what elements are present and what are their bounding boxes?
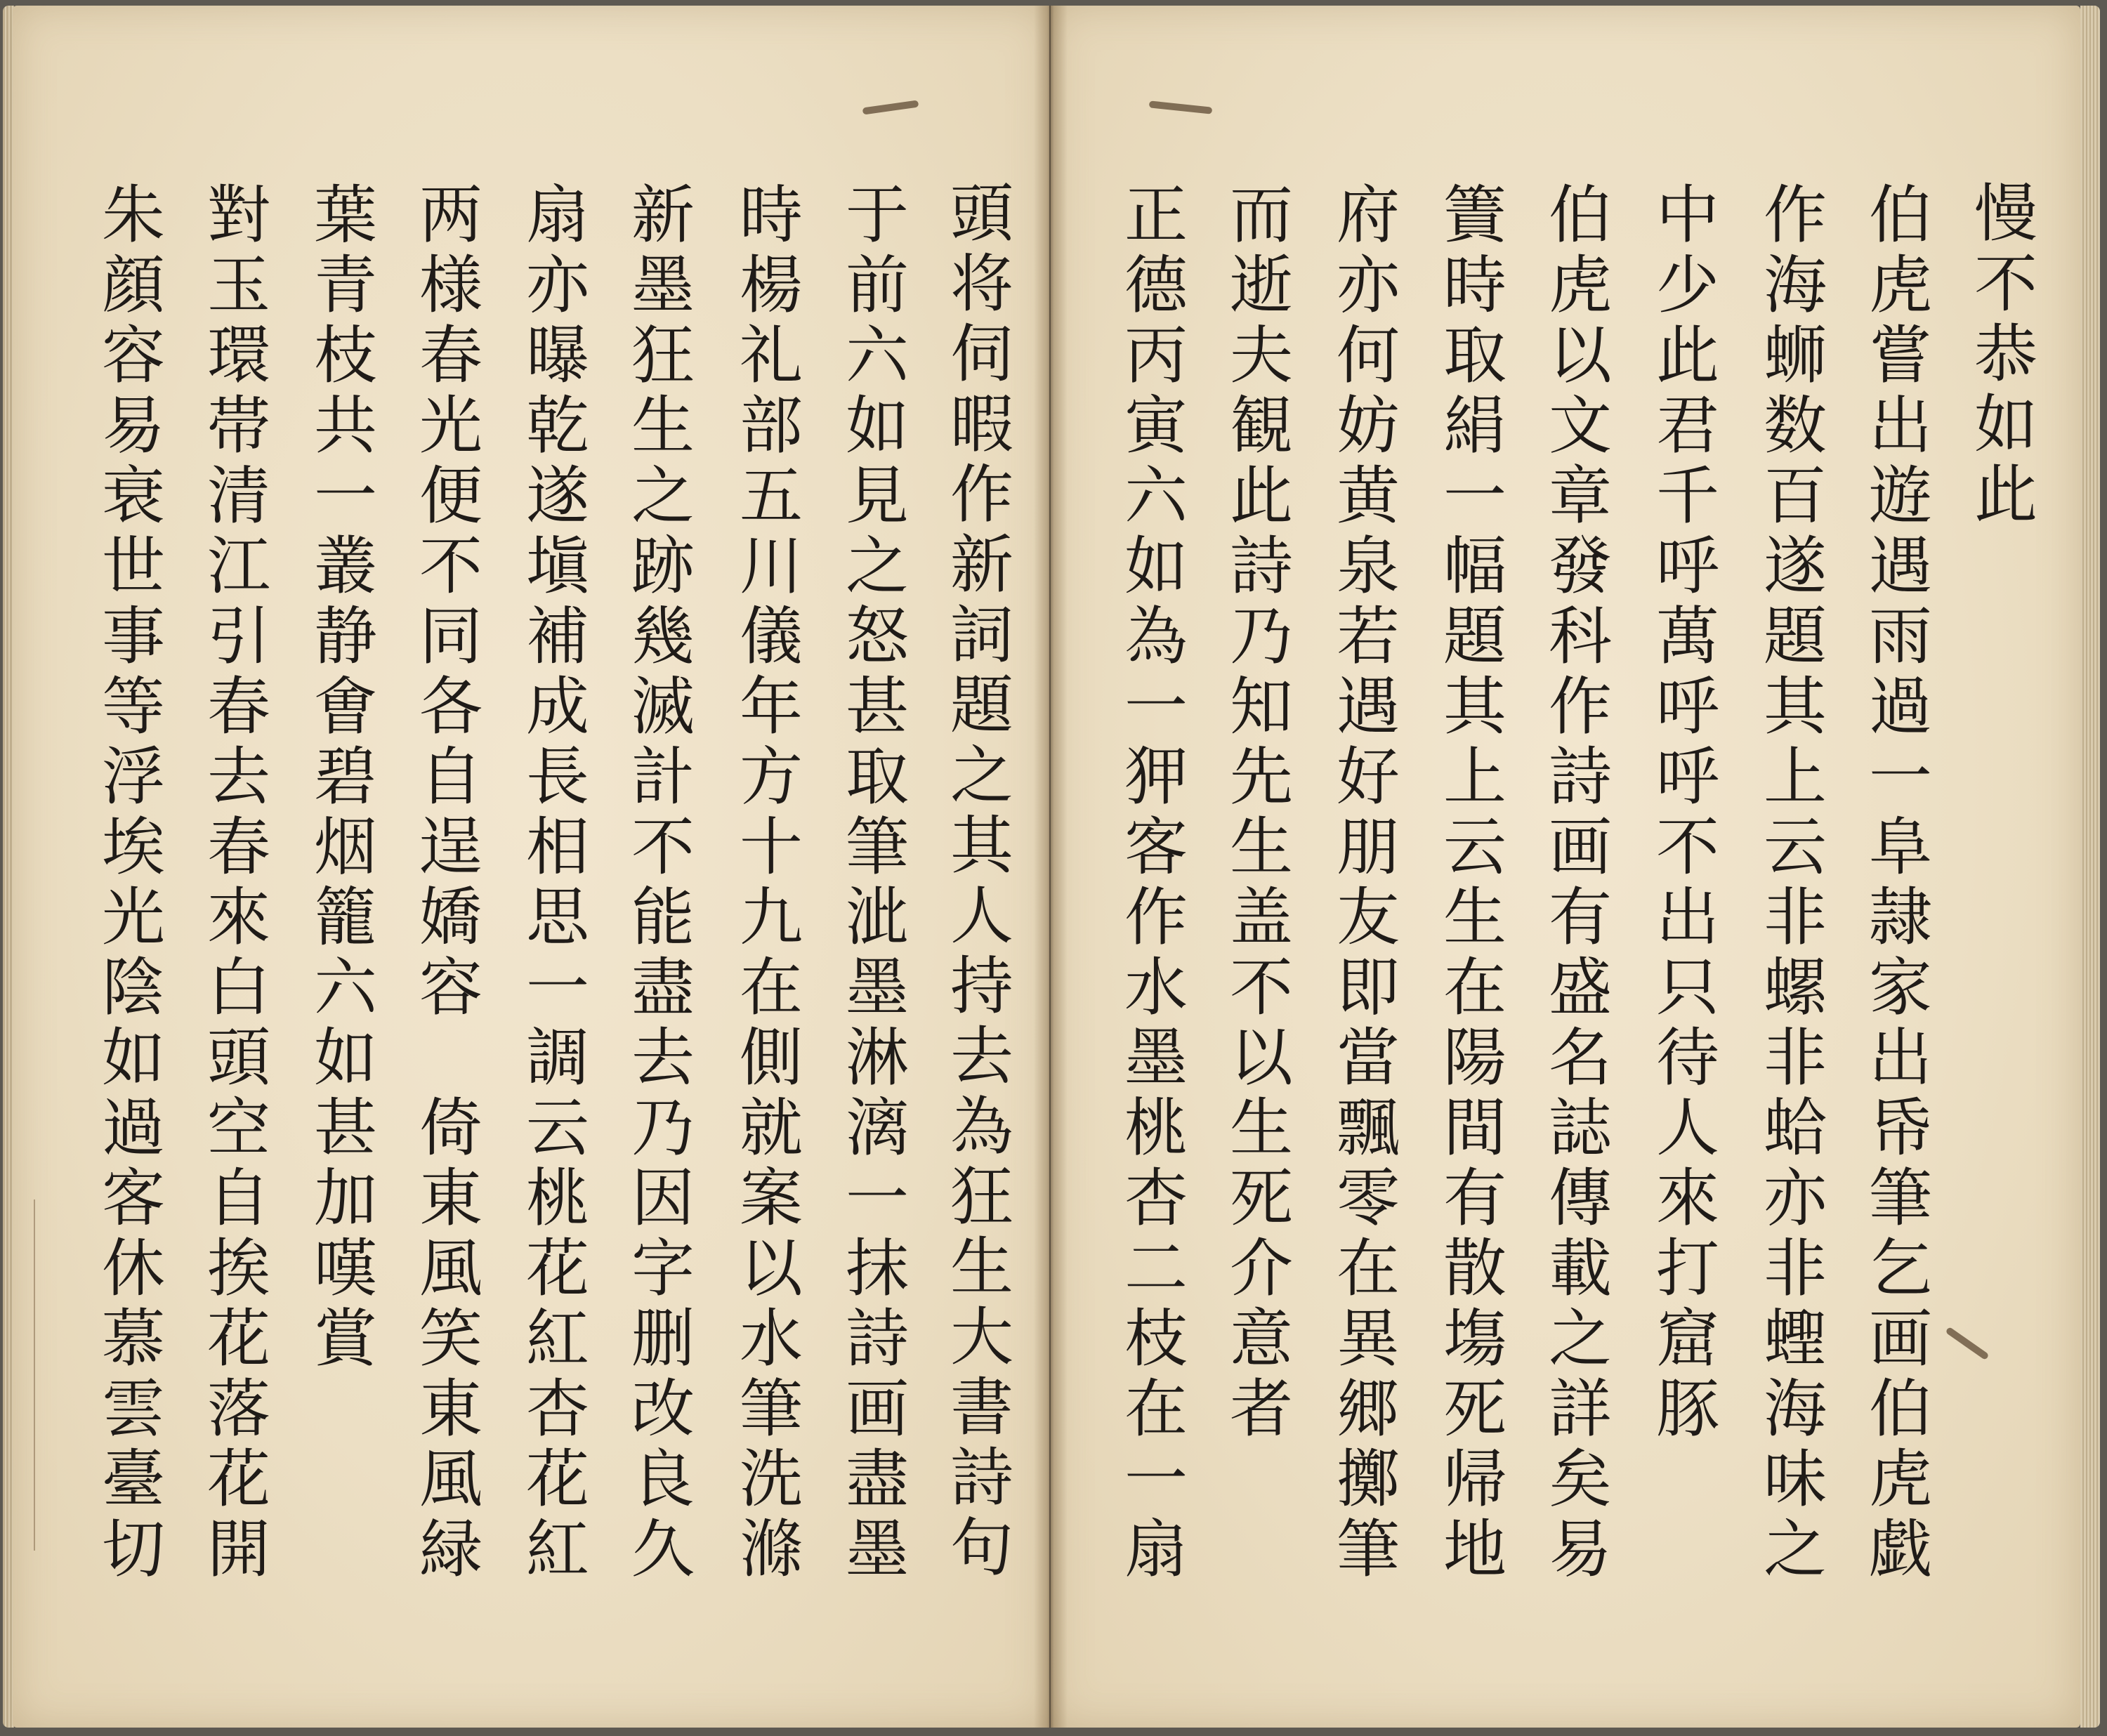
left-column-7: 葉青枝共一叢静㑹碧烟籠六如甚加嘆賞 [303, 181, 376, 1375]
right-column-3: 作海蛳数百遂題其上云非螺非蛤亦非蟶海味之 [1752, 181, 1826, 1586]
right-column-6: 簀時取絹一幅題其上云生在陽間有散塲死帰地 [1432, 181, 1506, 1586]
right-column-5: 伯虎以文章發科作詩画有盛名誌傳載之詳矣易 [1537, 181, 1611, 1586]
left-column-6: 两様春光便不同各自逞嬌容 倚東風笑東風緑 [408, 181, 482, 1586]
left-column-1: 頭将伺暇作新詞題之其人持去為狂生大書詩句 [939, 180, 1013, 1584]
left-column-3: 時楊礼部五川儀年方十九在側就案以水筆洗滌 [728, 181, 802, 1586]
right-column-7: 府亦何妨黄泉若遇好朋友即當飄零在異郷擲筆 [1325, 181, 1399, 1586]
left-column-5: 扇亦曝乾遂塡補成長相思一調云桃花紅杏花紅 [515, 181, 589, 1586]
right-column-1: 慢不恭如此 [1963, 180, 2037, 531]
right-column-9: 正德丙寅六如為一狎客作水墨桃杏二枝在一扇 [1113, 181, 1187, 1586]
right-column-8: 而逝夫観此詩乃知先生盖不以生死介意者 [1219, 181, 1292, 1445]
left-column-9: 朱顔容易衰世事等浮埃光陰如過客休慕雲臺切 [91, 181, 164, 1586]
left-page [13, 6, 1049, 1728]
right-column-4: 中少此君千呼萬呼呼不出只待人來打窟豚 [1645, 181, 1719, 1445]
left-column-2: 于前六如見之怒甚取筆泚墨淋漓一抹詩画盡墨 [834, 181, 908, 1586]
paper-damage [862, 100, 919, 114]
paper-damage [1149, 100, 1213, 114]
right-column-2: 伯虎嘗出遊遇雨過一阜隷家出帋筆乞画伯虎戯 [1858, 181, 1931, 1586]
right-page [1051, 6, 2080, 1728]
page-stack-right-edge [2080, 6, 2100, 1728]
paper-damage [1945, 1327, 1989, 1360]
left-column-4: 新墨狂生之跡幾滅計不能盡去乃因字删改良久 [620, 181, 694, 1586]
page-crease [34, 1199, 35, 1551]
left-column-8: 對玉環帯清江引春去春來白頭空自挨花落花開 [196, 181, 270, 1586]
